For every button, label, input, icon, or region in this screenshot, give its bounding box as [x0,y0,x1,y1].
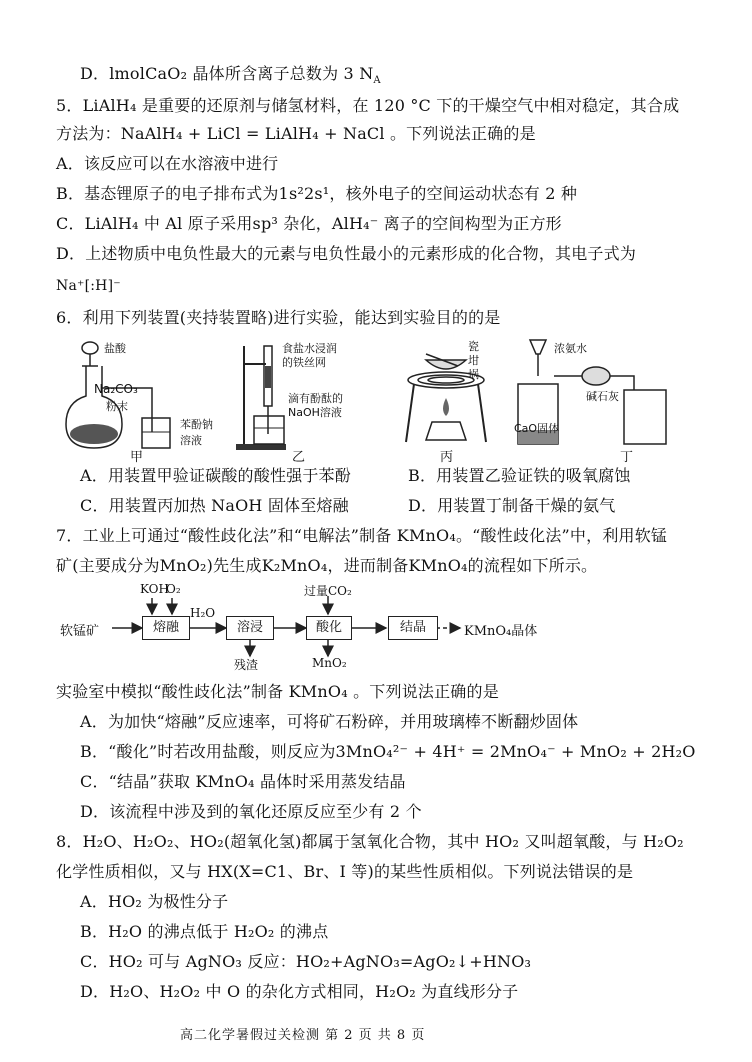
q5-stem-line1: 5．LiAlH₄ 是重要的还原剂与储氢材料，在 120 °C 下的干燥空气中相对稳定，其合成 [56,96,680,115]
q8-option-c: C．HO₂ 可与 AgNO₃ 反应：HO₂+AgNO₃=AgO₂↓+HNO₃ [80,952,532,971]
yi-label-2: 的铁丝网 [282,356,326,369]
yi-caption: 乙 [292,450,306,465]
flow-output-residue: 残渣 [234,658,259,672]
q7-option-c: C．“结晶”获取 KMnO₄ 晶体时采用蒸发结晶 [80,772,406,791]
jia-label-solution: 溶液 [180,434,202,447]
q6-option-b: B．用装置乙验证铁的吸氧腐蚀 [408,466,631,485]
q8-stem-line1: 8．H₂O、H₂O₂、HO₂(超氧化氢)都属于氢氧化合物，其中 HO₂ 又叫超氧酸，与 H₂O₂ [56,832,684,851]
ding-caption: 丁 [620,450,634,465]
flow-end-product: KMnO₄晶体 [464,624,538,639]
ding-label-sodalime: 碱石灰 [586,390,619,403]
apparatus-ding [510,336,690,465]
apparatus-bing [396,336,516,465]
q4-option-d-sub: A [373,75,381,87]
flow-input-koh: KOH [140,582,169,596]
flow-step-acidify: 酸化 [306,616,352,640]
q8-stem-line2: 化学性质相似，又与 HX(X=C1、Br、I 等)的某些性质相似。下列说法错误的是 [56,862,634,881]
flow-step-crystallize: 结晶 [388,616,438,640]
bing-label-3: 埚 [468,368,479,381]
q6-option-c: C．用装置丙加热 NaOH 固体至熔融 [80,496,349,515]
q5-option-d: D．上述物质中电负性最大的元素与电负性最小的元素形成的化合物，其电子式为 [56,244,637,263]
ding-label-cao: CaO固体 [514,422,560,435]
jia-caption: 甲 [130,450,144,465]
flow-input-h2o: H₂O [190,606,216,620]
bing-caption: 丙 [440,450,454,465]
apparatus-yi [230,336,390,465]
page-footer: 高二化学暑假过关检测 第 2 页 共 8 页 [180,1028,426,1043]
q6-option-a: A．用装置甲验证碳酸的酸性强于苯酚 [80,466,351,485]
bing-label-1: 瓷 [468,340,479,353]
q4-option-d-text: D．lmolCaO₂ 晶体所含离子总数为 3 N [80,64,374,83]
q5-option-a: A．该反应可以在水溶液中进行 [56,154,279,173]
q6-option-d: D．用装置丁制备干燥的氨气 [408,496,616,515]
jia-label-powder: 粉末 [106,400,128,413]
q4-option-d [80,64,381,87]
apparatus-bing-drawing [396,336,516,460]
q5-option-d-formula: Na⁺[:H]⁻ [56,278,121,294]
flow-output-mno2: MnO₂ [312,656,347,670]
q6-stem: 6．利用下列装置(夹持装置略)进行实验，能达到实验目的的是 [56,308,501,327]
yi-label-4: NaOH溶液 [288,406,342,419]
yi-label-1: 食盐水浸润 [282,342,337,355]
q8-option-d: D．H₂O、H₂O₂ 中 O 的杂化方式相同，H₂O₂ 为直线形分子 [80,982,519,1001]
q5-option-b: B．基态锂原子的电子排布式为1s²2s¹，核外电子的空间运动状态有 2 种 [56,184,578,203]
flow-step-leach: 溶浸 [226,616,274,640]
jia-label-hcl: 盐酸 [104,342,126,355]
q5-stem-line2: 方法为：NaAlH₄ + LiCl = LiAlH₄ + NaCl 。下列说法正确的是 [56,124,536,143]
flow-step-melt: 熔融 [142,616,190,640]
q7-flow-diagram [60,582,700,674]
ding-label-ammonia: 浓氨水 [554,342,587,355]
bing-label-2: 坩 [468,354,479,367]
flow-input-o2: O₂ [166,582,181,596]
jia-label-phenolate: 苯酚钠 [180,418,213,431]
q7-option-a: A．为加快“熔融”反应速率，可将矿石粉碎，并用玻璃棒不断翻炒固体 [80,712,579,731]
apparatus-jia [60,336,220,465]
q7-stem-line2: 矿(主要成分为MnO₂)先生成K₂MnO₄，进而制备KMnO₄的流程如下所示。 [56,556,598,575]
flow-input-co2: 过量CO₂ [304,584,352,598]
q5-option-c: C．LiAlH₄ 中 Al 原子采用sp³ 杂化，AlH₄⁻ 离子的空间构型为正方形 [56,214,562,233]
q8-option-a: A．HO₂ 为极性分子 [80,892,229,911]
q7-stem-line3: 实验室中模拟“酸性歧化法”制备 KMnO₄ 。下列说法正确的是 [56,682,499,701]
q8-option-b: B．H₂O 的沸点低于 H₂O₂ 的沸点 [80,922,329,941]
flow-start: 软锰矿 [60,624,100,639]
q7-stem-line1: 7．工业上可通过“酸性歧化法”和“电解法”制备 KMnO₄。“酸性歧化法”中，利用软锰 [56,526,668,545]
yi-label-3: 滴有酚酞的 [288,392,343,405]
q7-option-d: D．该流程中涉及到的氧化还原反应至少有 2 个 [80,802,422,821]
jia-label-na2co3: Na₂CO₃ [94,382,138,396]
q7-option-b: B．“酸化”时若改用盐酸，则反应为3MnO₄²⁻ + 4H⁺ = 2MnO₄⁻ + MnO₂ + 2H₂O [80,742,696,761]
